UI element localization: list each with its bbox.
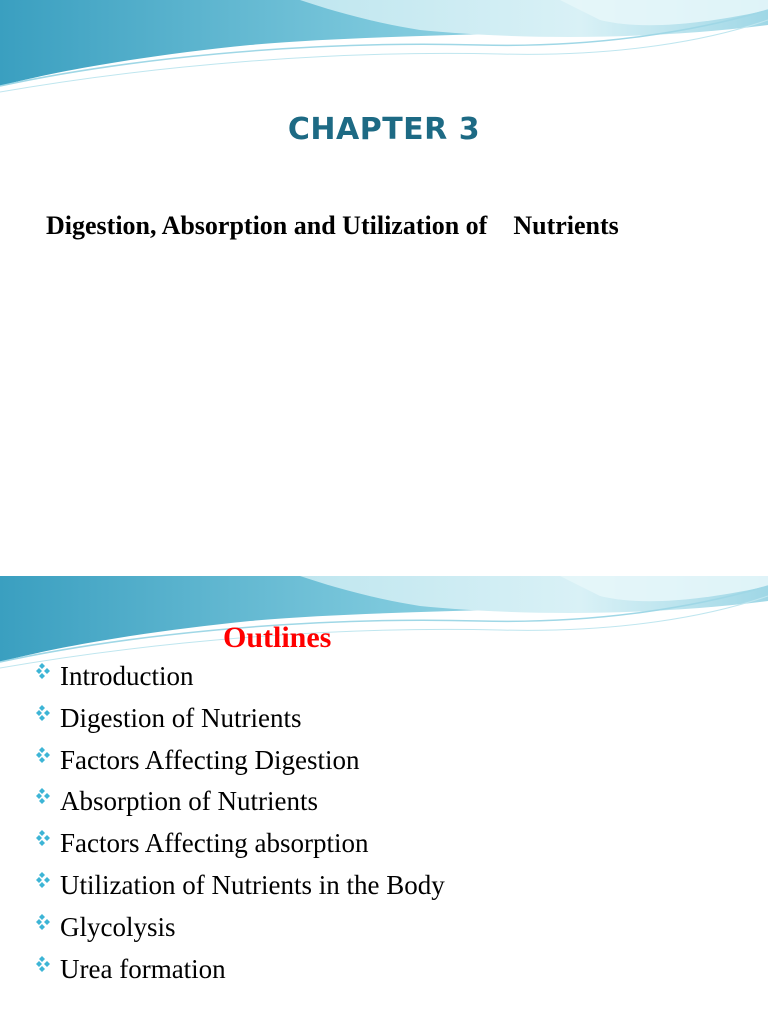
list-item-label: Absorption of Nutrients <box>60 786 318 817</box>
list-item <box>34 951 445 993</box>
list-item <box>34 783 445 825</box>
diamond-bullet-icon <box>34 869 60 895</box>
list-item-label: Urea formation <box>60 953 226 984</box>
list-item-label: Factors Affecting absorption <box>60 828 369 859</box>
list-item <box>34 658 445 700</box>
diamond-bullet-icon <box>34 785 60 811</box>
list-item <box>34 867 445 909</box>
diamond-bullet-icon <box>34 744 60 770</box>
diamond-bullet-icon <box>34 911 60 937</box>
outline-list <box>34 658 445 992</box>
list-item-label: Factors Affecting Digestion <box>60 744 360 775</box>
list-item <box>34 825 445 867</box>
slide-outlines <box>0 576 768 1024</box>
list-item-label: Digestion of Nutrients <box>60 702 302 733</box>
list-item <box>34 742 445 784</box>
diamond-bullet-icon <box>34 827 60 853</box>
list-item-label: Utilization of Nutrients in the Body <box>60 869 445 900</box>
outlines-heading: Outlines <box>223 621 332 654</box>
chapter-subtitle: Digestion, Absorption and Utilization of Nutrients <box>46 211 619 240</box>
diamond-bullet-icon <box>34 702 60 728</box>
list-item-label: Introduction <box>60 661 194 691</box>
list-item <box>34 909 445 951</box>
list-item <box>34 700 445 742</box>
chapter-title: CHAPTER 3 <box>287 112 481 147</box>
diamond-bullet-icon <box>34 660 60 686</box>
list-item-label: Glycolysis <box>60 911 176 942</box>
diamond-bullet-icon <box>34 953 60 979</box>
wave-banner-top <box>0 0 768 100</box>
